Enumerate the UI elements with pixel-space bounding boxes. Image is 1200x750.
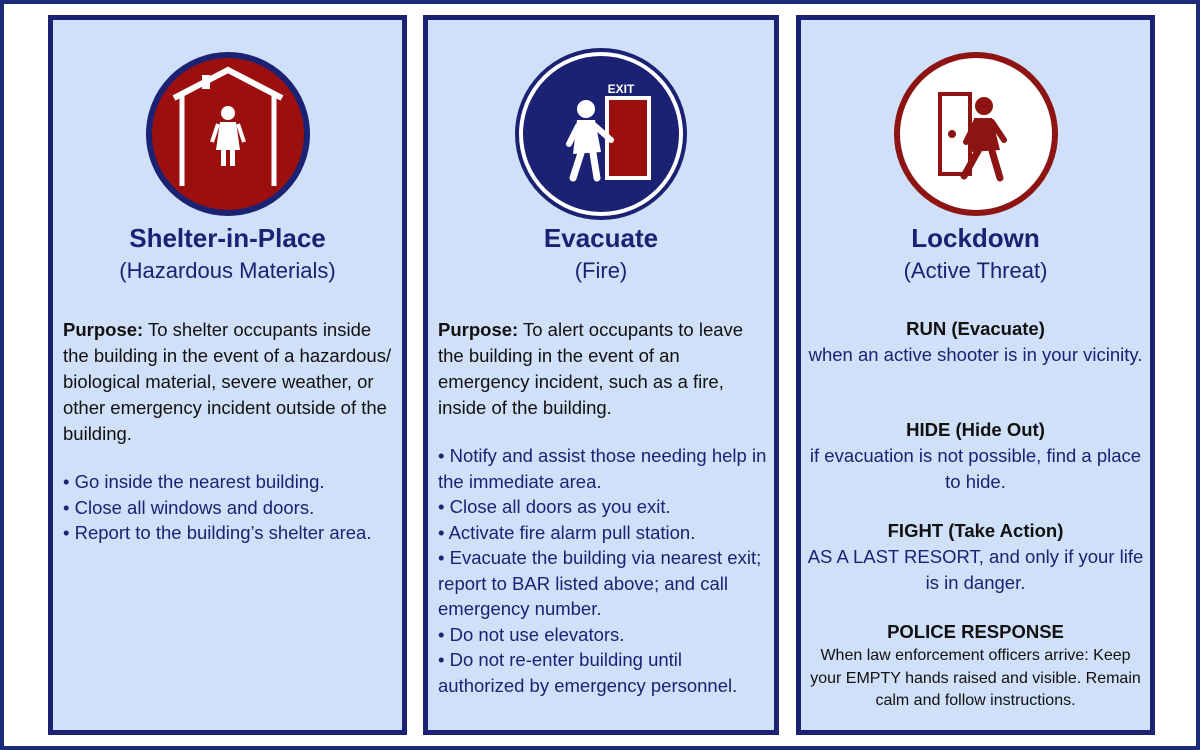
section-heading: RUN (Evacuate) bbox=[906, 318, 1045, 339]
person-leaving-door-icon bbox=[900, 58, 1052, 210]
card-subtitle: (Fire) bbox=[574, 258, 628, 283]
card-subtitle: (Hazardous Materials) bbox=[119, 258, 336, 283]
list-item: • Do not use elevators. bbox=[438, 623, 625, 645]
section-heading: HIDE (Hide Out) bbox=[906, 419, 1045, 440]
card-title: Shelter-in-Place bbox=[129, 223, 326, 253]
house-person-icon bbox=[152, 58, 304, 210]
section-text: when an active shooter is in your vicinity. bbox=[808, 344, 1143, 365]
purpose-label: Purpose: bbox=[438, 319, 519, 340]
purpose-text: To alert occupants to leave the building in the event of an emergency incident, such as a fire, inside of the building. bbox=[438, 319, 744, 418]
list-item: • Notify and assist those needing help in the immediate area. bbox=[438, 445, 767, 492]
list-item: • Do not re-enter building until authorized by emergency personnel. bbox=[438, 649, 738, 696]
run-section bbox=[805, 316, 1146, 368]
evacuate-icon-circle bbox=[519, 52, 683, 216]
list-item: • Activate fire alarm pull station. bbox=[438, 521, 696, 543]
shelter-in-place-card bbox=[48, 15, 407, 735]
lockdown-card bbox=[796, 15, 1155, 735]
card-title: Evacuate bbox=[543, 223, 659, 253]
evacuate-steps-list bbox=[438, 443, 768, 698]
list-item: • Evacuate the building via nearest exit; report to BAR listed above; and call emergency number. bbox=[438, 547, 762, 619]
shelter-steps-list bbox=[63, 469, 396, 546]
police-response-section bbox=[805, 619, 1146, 713]
list-item: • Close all doors as you exit. bbox=[438, 496, 671, 517]
exit-sign-label: EXIT bbox=[607, 82, 635, 96]
purpose-paragraph bbox=[438, 317, 766, 421]
exit-door-icon bbox=[523, 56, 679, 212]
section-heading: POLICE RESPONSE bbox=[887, 621, 1064, 642]
fight-section bbox=[805, 518, 1146, 596]
purpose-text: To shelter occupants inside the building in the event of a hazardous/ biological material, severe weather, or other emergency incident outside of the building. bbox=[63, 319, 392, 444]
evacuate-card bbox=[423, 15, 779, 735]
section-text: AS A LAST RESORT, and only if your life is in danger. bbox=[807, 546, 1144, 593]
card-title: Lockdown bbox=[911, 223, 1040, 253]
section-heading: FIGHT (Take Action) bbox=[887, 520, 1064, 541]
card-subtitle: (Active Threat) bbox=[903, 258, 1048, 283]
list-item: • Report to the building’s shelter area. bbox=[63, 522, 372, 543]
purpose-label: Purpose: bbox=[63, 319, 144, 340]
hide-section bbox=[805, 417, 1146, 495]
purpose-paragraph bbox=[63, 317, 394, 447]
lockdown-icon-circle bbox=[894, 52, 1058, 216]
list-item: • Close all windows and doors. bbox=[63, 496, 315, 518]
section-text: if evacuation is not possible, find a place to hide. bbox=[809, 445, 1142, 492]
list-item: • Go inside the nearest building. bbox=[63, 471, 325, 492]
shelter-icon-circle bbox=[146, 52, 310, 216]
section-text: When law enforcement officers arrive: Keep your EMPTY hands raised and visible. Remain calm and follow instructions. bbox=[810, 647, 1141, 709]
